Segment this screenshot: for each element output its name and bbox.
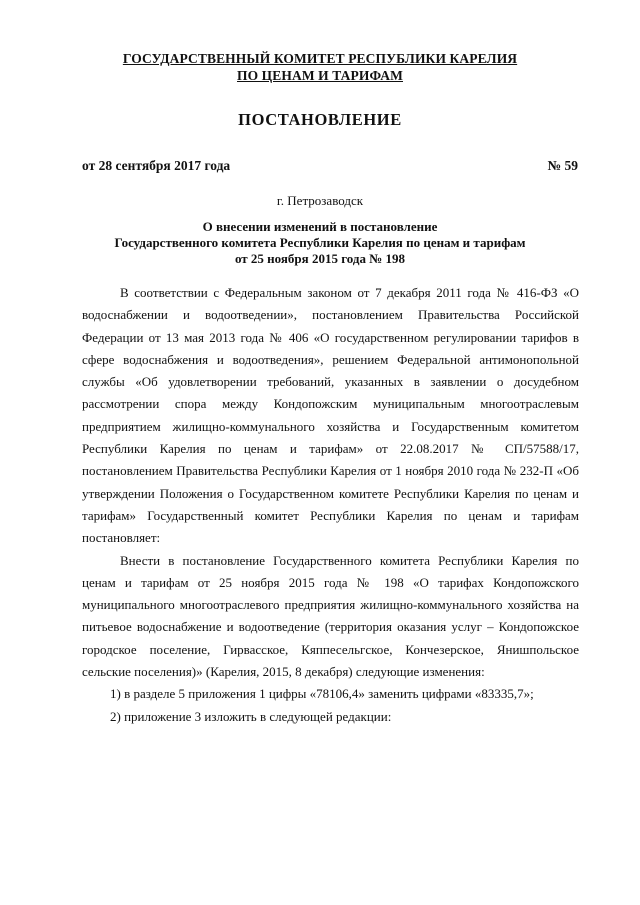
document-body <box>82 282 579 728</box>
body-paragraph: В соответствии с Федеральным законом от 7 декабря 2011 года № 416-ФЗ «О водоснабжении и водоотведении», постановлением Правительства Российской Федерации от 13 мая 2013 года № 406 «О государственном регулировании тарифов в сфере водоснабжения и водоотведения», решением Федеральной антимонопольной службы «Об удовлетворении требований, указанных в заявлении о досудебном рассмотрении спора между Кондопожским муниципальным многоотраслевым предприятием жилищно-коммунального хозяйства и Государственным комитетом Республики Карелия по ценам и тарифам» от 22.08.2017 № СП/57588/17, постановлением Правительства Республики Карелия от 1 ноября 2010 года № 232-П «Об утверждении Положения о Государственном комитете Республики Карелия по ценам и тарифам» Государственный комитет Республики Карелия по ценам и тарифам постановляет: <box>82 285 579 546</box>
issuing-authority <box>0 50 640 84</box>
subject-line-1: О внесении изменений в постановление <box>202 219 438 234</box>
document-number: № 59 <box>547 158 578 173</box>
authority-line-2: ПО ЦЕНАМ И ТАРИФАМ <box>237 68 403 83</box>
amendment-item: 2) приложение 3 изложить в следующей редакции: <box>110 708 392 724</box>
amendment-item: 1) в разделе 5 приложения 1 цифры «78106,4» заменить цифрами «83335,7»; <box>110 686 534 702</box>
document-date: от 28 сентября 2017 года <box>82 158 231 173</box>
authority-line-1: ГОСУДАРСТВЕННЫЙ КОМИТЕТ РЕСПУБЛИКИ КАРЕЛИЯ <box>122 51 518 66</box>
body-paragraph: Внести в постановление Государственного комитета Республики Карелия по ценам и тарифам от 25 ноября 2015 года № 198 «О тарифах Кондопожского муниципального многоотраслевого предприятия жилищно-коммунального хозяйства на питьевое водоснабжение и водоотведение (территория оказания услуг – Кондопожское городское поселение, Гирвасское, Кяппесельгское, Кончезерское, Янишпольское сельские поселения)» (Карелия, 2015, 8 декабря) следующие изменения: <box>82 552 579 680</box>
subject-line-3: от 25 ноября 2015 года № 198 <box>234 251 406 266</box>
document-city: г. Петрозаводск <box>276 193 364 208</box>
document-subject <box>0 219 640 267</box>
subject-line-2: Государственного комитета Республики Карелия по ценам и тарифам <box>114 235 526 250</box>
document-type-title: ПОСТАНОВЛЕНИЕ <box>238 110 402 129</box>
